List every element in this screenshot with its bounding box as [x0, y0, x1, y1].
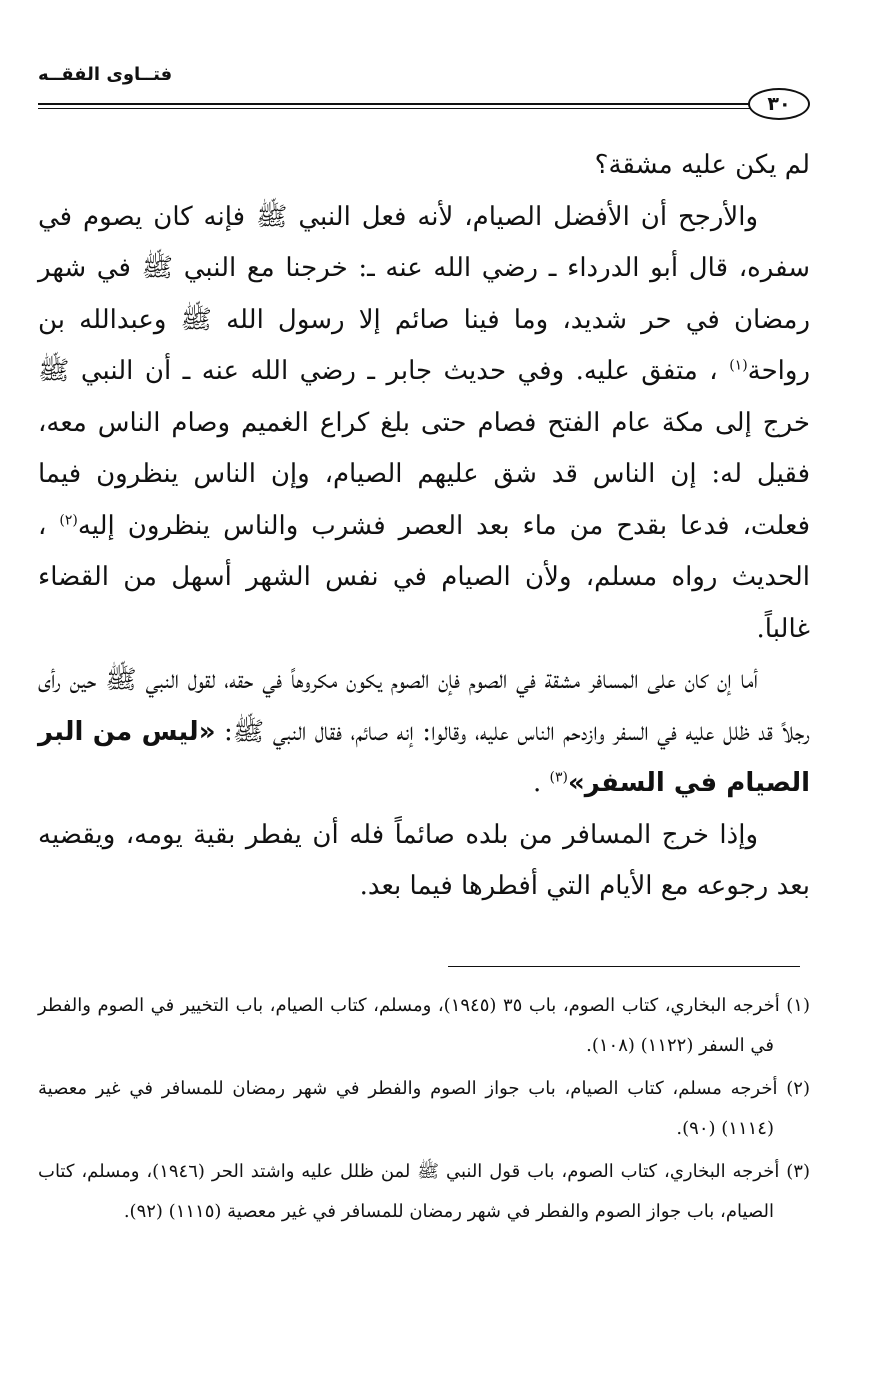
header-rule-thin [38, 108, 754, 109]
footnote-1: (١) أخرجه البخاري، كتاب الصوم، باب ٣٥ (١٩٤٥)، ومسلم، كتاب الصيام، باب التخيير في الصوم والفطر في السفر (١١٢٢) (١٠٨). [38, 995, 810, 1056]
paragraph-4: وإذا خرج المسافر من بلده صائماً فله أن يفطر بقية يومه، ويقضيه بعد رجوعه مع الأيام التي أفطرها فيما بعد. [38, 819, 810, 901]
hadith-quote: «ليس من البر الصيام في السفر» [38, 716, 810, 798]
footnote-3: (٣) أخرجه البخاري، كتاب الصوم، باب قول النبي ﷺ لمن ظلل عليه واشتد الحر (١٩٤٦)، ومسلم، كتاب الصيام، باب جواز الصوم والفطر في شهر رمضان للمسافر في غير معصية (١١١٥) (٩٢). [38, 1161, 810, 1222]
paragraph-2-part-c: ، الحديث رواه مسلم، ولأن الصيام في نفس الشهر أسهل من القضاء غالباً. [38, 510, 810, 644]
footnote-marker-1: (١) [729, 357, 748, 374]
header-rule [38, 103, 754, 105]
footnote-2: (٢) أخرجه مسلم، كتاب الصيام، باب جواز الصوم والفطر في شهر رمضان للمسافر في غير معصية (١١١٤) (٩٠). [38, 1078, 810, 1139]
footnote-marker-2: (٢) [59, 511, 78, 528]
paragraph-2 [38, 192, 810, 656]
footnotes [38, 986, 810, 1235]
paragraph-3-part-b: . [533, 768, 542, 798]
paragraph-3-part-a: أما إن كان على المسافر مشقة في الصوم فإن الصوم يكون مكروهاً في حقه، لقول النبي ﷺ حين رأى رجلاً قد ظلل عليه في السفر وازدحم الناس عليه، وقالوا: إنه صائم، فقال النبي ﷺ: [38, 665, 810, 747]
paragraph-2-part-a: والأرجح أن الأفضل الصيام، لأنه فعل النبي ﷺ فإنه كان يصوم في سفره، قال أبو الدرداء ـ رضي الله عنه ـ: خرجنا مع النبي ﷺ في شهر رمضان في حر شديد، وما فينا صائم إلا رسول الله ﷺ وعبدالله بن رواحة [38, 201, 811, 386]
page-number: ٣٠ [748, 88, 810, 120]
paragraph-2-part-b: ، متفق عليه. وفي حديث جابر ـ رضي الله عنه ـ أن النبي ﷺ خرج إلى مكة عام الفتح فصام حتى بلغ كراع الغميم وصام الناس معه، فقيل له: إن الناس قد شق عليهم الصيام، وإن الناس ينظرون فيما فعلت، فدعا بقدح من ماء بعد العصر فشرب والناس ينظرون إليه [38, 356, 811, 541]
footnote-separator [448, 966, 800, 967]
footnote-marker-3: (٣) [549, 769, 569, 786]
paragraph-1: لم يكن عليه مشقة؟ [594, 150, 810, 180]
paragraph-3 [38, 655, 810, 810]
body-text [38, 140, 810, 913]
running-title: فتــاوى الفقــه [38, 64, 173, 85]
